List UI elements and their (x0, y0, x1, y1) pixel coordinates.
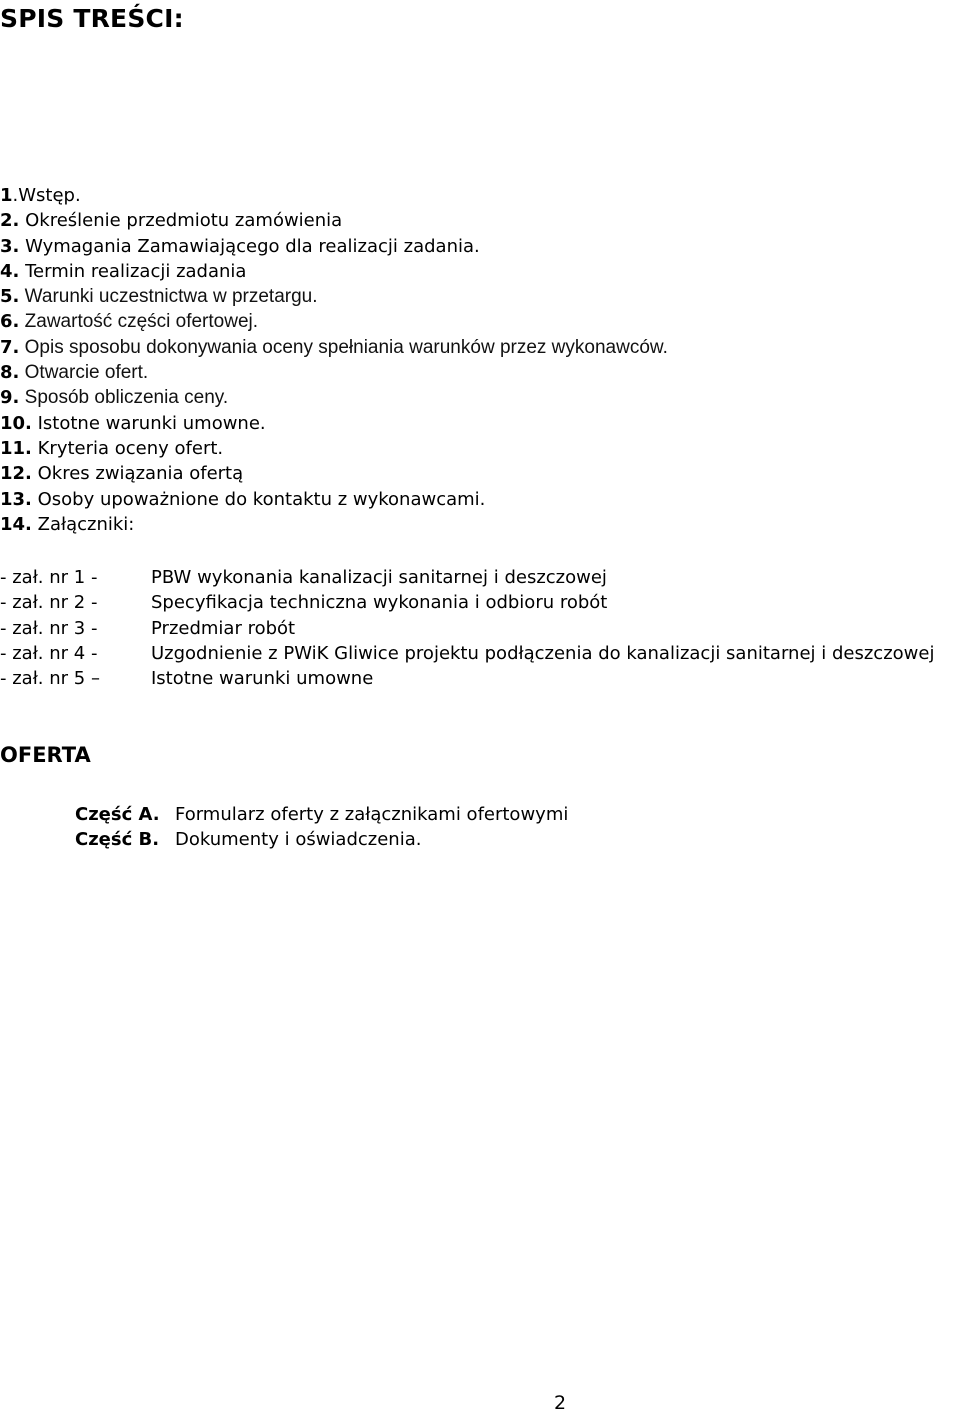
page-title: SPIS TREŚCI: (0, 4, 184, 33)
toc-number: 4. (0, 260, 20, 282)
attachment-row (0, 666, 934, 691)
oferta-part (75, 827, 568, 852)
toc-text: Zawartość części ofertowej. (19, 311, 259, 333)
toc-item (0, 234, 668, 259)
table-of-contents (0, 183, 668, 537)
toc-number: 8. (0, 362, 20, 384)
toc-item (0, 208, 668, 233)
toc-text: Określenie przedmiotu zamówienia (19, 210, 343, 232)
toc-number: 3. (0, 235, 20, 257)
attachment-row (0, 590, 934, 615)
part-label: Część B. (75, 829, 160, 851)
toc-item (0, 512, 668, 537)
attachment-title: Specyfikacja techniczna wykonania i odbioru robót (151, 592, 608, 614)
toc-number: 9. (0, 387, 20, 409)
part-title: Formularz oferty z załącznikami ofertowymi (175, 804, 569, 825)
toc-text: Osoby upoważnione do kontaktu z wykonawcami. (31, 488, 486, 510)
attachment-label: - zał. nr 2 - (0, 592, 98, 614)
attachment-label: - zał. nr 4 - (0, 642, 98, 664)
toc-text: Warunki uczestnictwa w przetargu. (19, 286, 318, 308)
toc-text: Otwarcie ofert. (19, 362, 149, 384)
toc-item (0, 309, 668, 334)
attachment-title: Przedmiar robót (151, 617, 296, 639)
toc-text: Opis sposobu dokonywania oceny spełniania warunków przez wykonawców. (19, 336, 668, 358)
toc-number: 1 (0, 185, 13, 206)
part-label: Część A. (75, 804, 160, 825)
attachment-title: Uzgodnienie z PWiK Gliwice projektu podłączenia do kanalizacji sanitarnej i deszczowej (151, 642, 935, 664)
page-number: 2 (554, 1392, 567, 1414)
toc-text: .Wstęp. (12, 185, 81, 206)
toc-text: Termin realizacji zadania (19, 260, 247, 282)
attachment-row (0, 565, 934, 590)
toc-number: 2. (0, 210, 20, 232)
toc-item (0, 411, 668, 436)
toc-number: 12. (0, 463, 32, 485)
toc-number: 10. (0, 412, 32, 434)
toc-text: Kryteria oceny ofert. (31, 437, 224, 459)
attachment-row (0, 641, 934, 666)
toc-item (0, 335, 668, 360)
toc-item (0, 259, 668, 284)
toc-number: 7. (0, 336, 20, 358)
attachment-label: - zał. nr 5 – (0, 668, 100, 690)
oferta-heading: OFERTA (0, 743, 91, 767)
part-title: Dokumenty i oświadczenia. (175, 829, 422, 851)
oferta-part (75, 802, 568, 827)
toc-number: 14. (0, 513, 32, 535)
toc-item (0, 461, 668, 486)
attachments-list (0, 565, 934, 691)
toc-text: Załączniki: (31, 513, 135, 535)
toc-number: 6. (0, 311, 20, 333)
toc-text: Wymagania Zamawiającego dla realizacji zadania. (19, 235, 480, 257)
toc-item (0, 487, 668, 512)
toc-item (0, 284, 668, 309)
attachment-title: Istotne warunki umowne (151, 668, 374, 690)
toc-number: 5. (0, 286, 20, 308)
attachment-row (0, 616, 934, 641)
toc-item (0, 436, 668, 461)
toc-text: Istotne warunki umowne. (31, 412, 266, 434)
toc-item (0, 183, 668, 208)
attachment-label: - zał. nr 3 - (0, 617, 98, 639)
toc-text: Okres związania ofertą (31, 463, 244, 485)
attachment-label: - zał. nr 1 - (0, 567, 98, 588)
toc-number: 13. (0, 488, 32, 510)
attachment-title: PBW wykonania kanalizacji sanitarnej i deszczowej (151, 567, 607, 588)
toc-item (0, 360, 668, 385)
toc-item (0, 385, 668, 410)
toc-text: Sposób obliczenia ceny. (19, 387, 229, 409)
toc-number: 11. (0, 437, 32, 459)
oferta-parts (75, 802, 568, 853)
